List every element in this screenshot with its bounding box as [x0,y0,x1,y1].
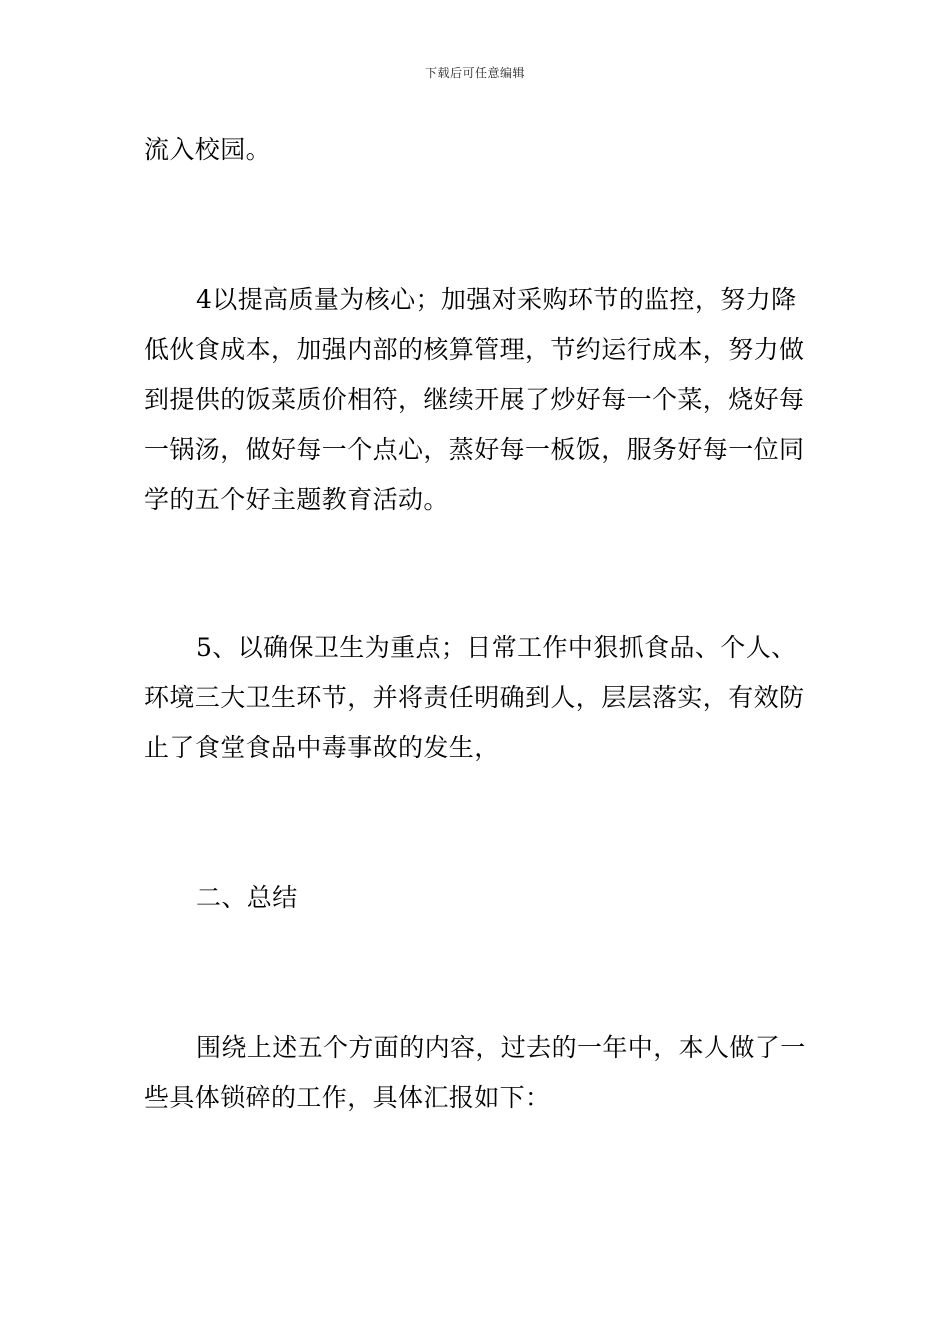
header-note: 下载后可任意编辑 [424,66,525,80]
section-heading-summary: 二、总结 [196,883,298,912]
paragraph-summary: 围绕上述五个方面的内容，过去的一年中，本人做了一些具体锁碎的工作，具体汇报如下： [144,1033,806,1112]
paragraph-item-5: 5、以确保卫生为重点；日常工作中狠抓食品、个人、环境三大卫生环节，并将责任明确到人，层层落实，有效防止了食堂食品中毒事故的发生， [144,633,805,762]
paragraph-continuation: 流入校园。 [144,135,272,164]
paragraph-item-4: 4以提高质量为核心；加强对采购环节的监控，努力降低伙食成本，加强内部的核算管理，节约运行成本，努力做到提供的饭菜质价相符，继续开展了炒好每一个菜，烧好每一锅汤，做好每一个点心，蒸好每一板饭，服务好每一位同学的五个好主题教育活动。 [144,285,805,514]
